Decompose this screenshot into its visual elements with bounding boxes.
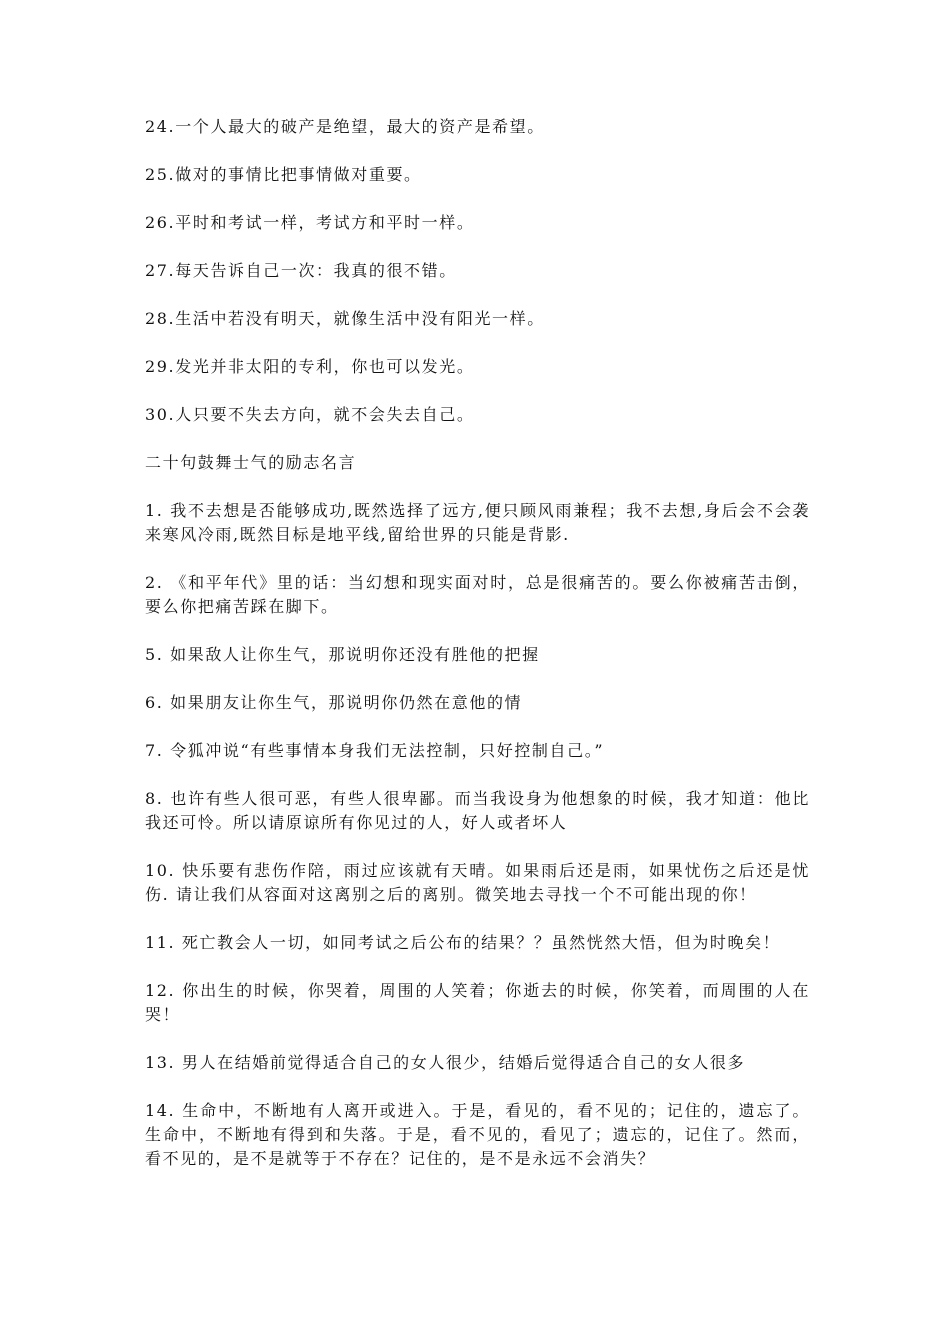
quote-13: 13. 男人在结婚前觉得适合自己的女人很少，结婚后觉得适合自己的女人很多 — [145, 1053, 746, 1072]
quote-28: 28.生活中若没有明天，就像生活中没有阳光一样。 — [145, 309, 545, 328]
quote-27: 27.每天告诉自己一次：我真的很不错。 — [145, 261, 457, 280]
quote-1: 1. 我不去想是否能够成功,既然选择了远方,便只顾风雨兼程；我不去想,身后会不会袭来寒风冷雨,既然目标是地平线,留给世界的只能是背影. — [145, 501, 810, 544]
quote-14: 14. 生命中，不断地有人离开或进入。于是，看见的，看不见的；记住的，遗忘了。生命中，不断地有得到和失落。于是，看不见的，看见了；遗忘的，记住了。然而，看不见的，是不是就等于不存在？记住的，是不是永远不会消失？ — [145, 1101, 810, 1168]
quote-7: 7. 令狐冲说“有些事情本身我们无法控制，只好控制自己。” — [145, 741, 605, 760]
section-heading: 二十句鼓舞士气的励志名言 — [145, 453, 357, 472]
quote-26: 26.平时和考试一样，考试方和平时一样。 — [145, 213, 475, 232]
quote-10: 10. 快乐要有悲伤作陪，雨过应该就有天晴。如果雨后还是雨，如果忧伤之后还是忧伤. 请让我们从容面对这离别之后的离别。微笑地去寻找一个不可能出现的你！ — [145, 861, 810, 904]
quote-30: 30.人只要不失去方向，就不会失去自己。 — [145, 405, 475, 424]
quote-29: 29.发光并非太阳的专利，你也可以发光。 — [145, 357, 475, 376]
quote-25: 25.做对的事情比把事情做对重要。 — [145, 165, 422, 184]
quote-6: 6. 如果朋友让你生气，那说明你仍然在意他的情 — [145, 693, 523, 712]
quote-24: 24.一个人最大的破产是绝望，最大的资产是希望。 — [145, 117, 545, 136]
quote-12: 12. 你出生的时候，你哭着，周围的人笑着；你逝去的时候，你笑着，而周围的人在哭！ — [145, 981, 810, 1024]
quote-8: 8. 也许有些人很可恶，有些人很卑鄙。而当我设身为他想象的时候，我才知道：他比我还可怜。所以请原谅所有你见过的人，好人或者坏人 — [145, 789, 810, 832]
quote-5: 5. 如果敌人让你生气，那说明你还没有胜他的把握 — [145, 645, 540, 664]
quote-2: 2. 《和平年代》里的话：当幻想和现实面对时，总是很痛苦的。要么你被痛苦击倒，要么你把痛苦踩在脚下。 — [145, 573, 810, 616]
document-body — [145, 115, 810, 1195]
quote-11: 11. 死亡教会人一切，如同考试之后公布的结果？？虽然恍然大悟，但为时晚矣！ — [145, 933, 781, 952]
